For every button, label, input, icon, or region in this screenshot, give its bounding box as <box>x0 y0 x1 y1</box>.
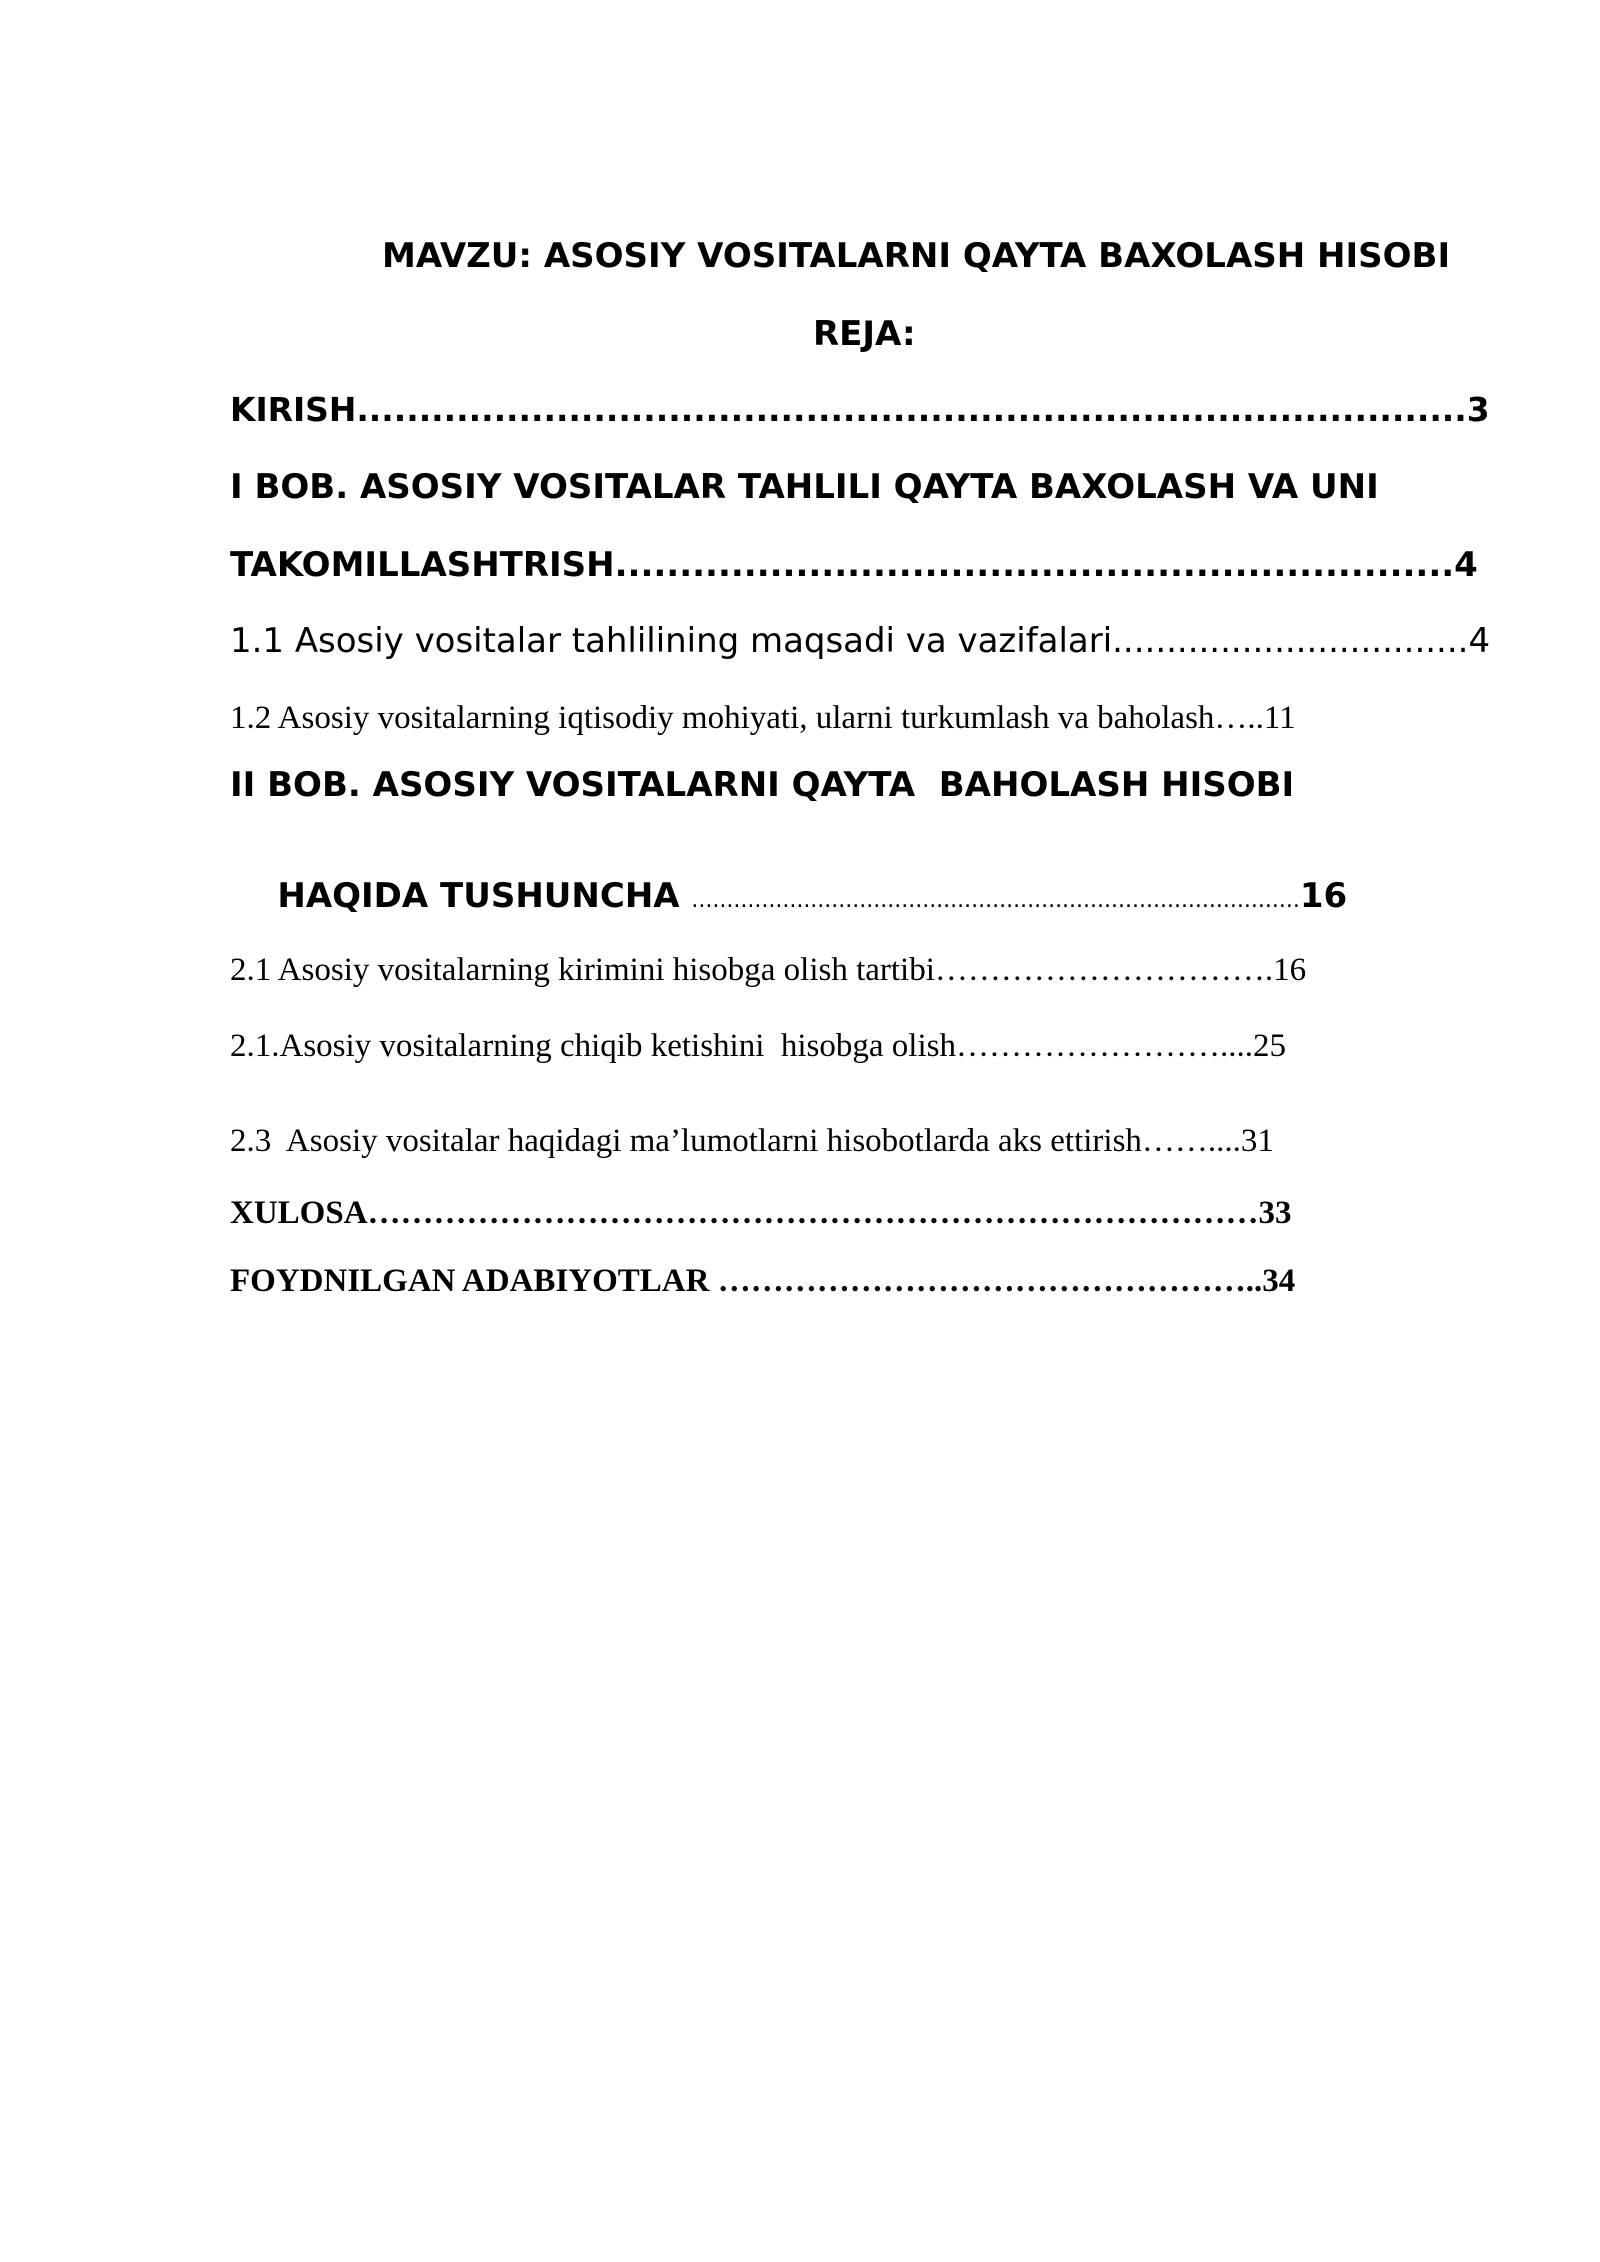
document-title: MAVZU: ASOSIY VOSITALARNI QAYTA BAXOLASH HISOBI <box>382 236 1451 276</box>
toc-entry-adabiyotlar: FOYDNILGAN ADABIYOTLAR …………………………………………..34 <box>230 1263 1296 1299</box>
toc-entry-kirish: KIRISH.........................................................................................3 <box>230 391 1490 429</box>
toc-chapter-2-title: HAQIDA TUSHUNCHA <box>277 876 692 916</box>
toc-entry-section-1-1: 1.1 Asosiy vositalar tahlilining maqsadi va vazifalari.................................4 <box>230 621 1491 661</box>
toc-entry-chapter-1-line-2: TAKOMILLASHTRISH.................................................................4 <box>230 545 1478 585</box>
toc-chapter-2-leader-dots: ....................................................................................... <box>691 888 1300 913</box>
toc-entry-chapter-1-line-1: I BOB. ASOSIY VOSITALAR TAHLILI QAYTA BAXOLASH VA UNI <box>230 467 1379 507</box>
toc-entry-section-2-1: 2.1 Asosiy vositalarning kirimini hisobga olish tartibi………………………….16 <box>230 952 1307 988</box>
toc-entry-chapter-2-line-2 <box>230 845 1347 947</box>
toc-entry-section-1-2: 1.2 Asosiy vositalarning iqtisodiy mohiyati, ularni turkumlash va baholash…..11 <box>230 700 1296 736</box>
toc-entry-section-2-3: 2.3 Asosiy vositalar haqidagi ma’lumotlarni hisobotlarda aks ettirish……....31 <box>230 1123 1274 1159</box>
toc-chapter-2-page: 16 <box>1299 876 1348 916</box>
toc-entry-xulosa: XULOSA………………………………………………………………………33 <box>230 1195 1292 1231</box>
plan-heading: REJA: <box>813 314 916 354</box>
toc-entry-chapter-2-line-1: II BOB. ASOSIY VOSITALARNI QAYTA BAHOLASH HISOBI <box>230 765 1295 805</box>
toc-entry-section-2-1b: 2.1.Asosiy vositalarning chiqib ketishini hisobga olish……………………....25 <box>230 1028 1286 1064</box>
